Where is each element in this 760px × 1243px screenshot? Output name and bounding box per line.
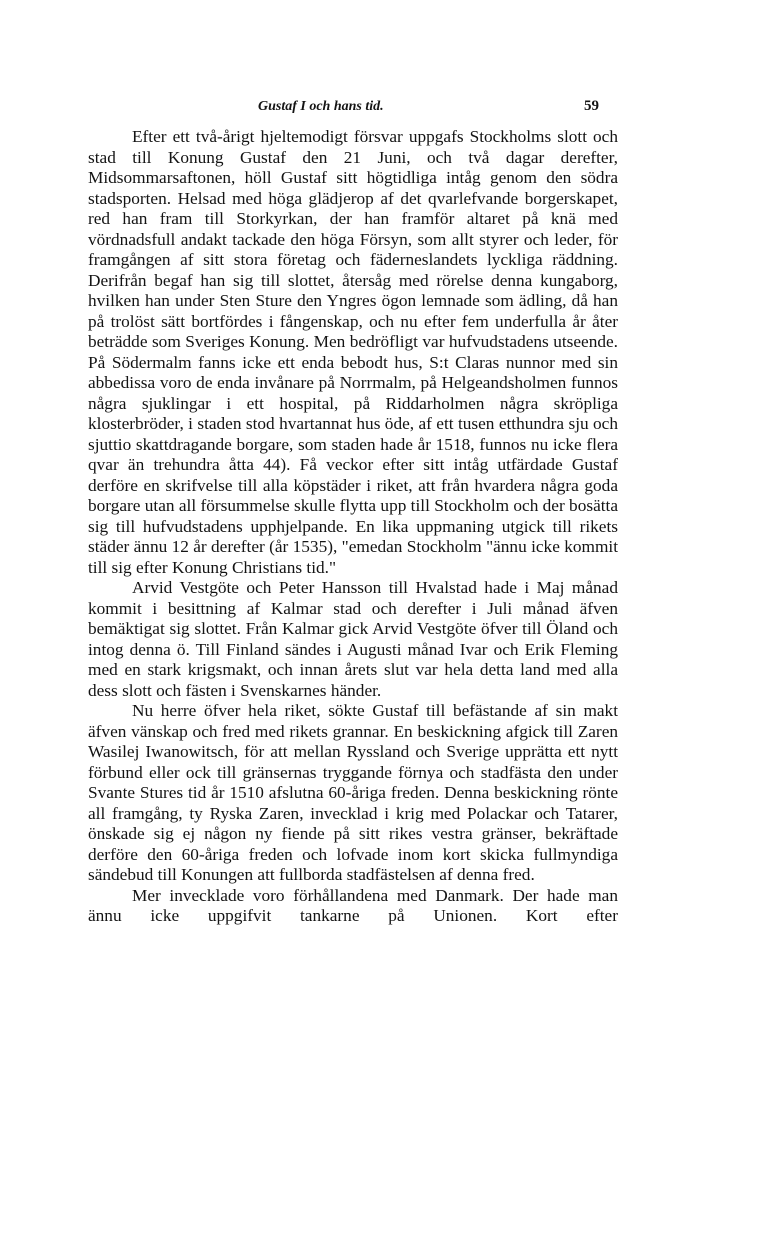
page-number: 59: [584, 98, 599, 114]
running-title: Gustaf I och hans tid.: [258, 99, 384, 114]
paragraph: Arvid Vestgöte och Peter Hansson till Hvalstad hade i Maj månad kommit i besittning af Kalmar stad och derefter i Juli månad äfven bemäktigat sig slottet. Från Kalmar gick Arvid Vestgöte öfver till Öland och intog denna ö. Till Finland sändes i Augusti månad Ivar och Erik Fleming med en stark krigsmakt, och innan årets slut var hela detta land med alla dess slott och fästen i Svenskarnes händer.: [88, 578, 618, 700]
paragraph: Mer invecklade voro förhållandena med Danmark. Der hade man ännu icke uppgifvit tankarne på Unionen. Kort efter: [88, 885, 618, 925]
paragraph: Efter ett två-årigt hjeltemodigt försvar uppgafs Stockholms slott och stad till Konung Gustaf den 21 Juni, och två dagar derefter, Midsommarsaftonen, höll Gustaf sitt högtidliga intåg genom den södra stadsporten. Helsad med höga glädjerop af det qvarlefvande borgerskapet, red han fram till Storkyrkan, der han framför altaret på knä med vördnadsfull andakt tackade den höga Försyn, som allt styrer och leder, för framgången af sitt stora företag och fäderneslandets lyckliga räddning. Derifrån begaf han sig till slottet, återsåg med rörelse denna kungaborg, hvilken han under Sten Sture den Yngres ögon lemnade som ädling, då han på trolöst sätt bortfördes i fångenskap, och nu efter fem underfulla år åter beträdde som Sveriges Konung. Men bedröfligt var hufvudstadens utseende. På Södermalm fanns icke ett enda bebodt hus, S:t Claras nunnor med sin abbedissa voro de enda invånare på Norrmalm, på Helgeandsholmen funnos några sjuklingar i ett hospital, på Riddarholmen några skröpliga klosterbröder, i staden stod hvartannat hus öde, af ett tusen etthundra sju och sjuttio skattdragande borgare, som staden hade år 1518, funnos nu icke flera qvar än trehundra åtta 44). Få veckor efter sitt intåg utfärdade Gustaf derföre en skrifvelse till alla köpstäder i riket, att från hvardera några goda borgare utan all försummelse skulle flytta upp till Stockholm och der bosätta sig till hufvudstadens upphjelpande. En lika uppmaning utgick till rikets städer ännu 12 år derefter (år 1535), "emedan Stockholm "ännu icke kommit till sig efter Konung Christians tid.": [88, 127, 619, 577]
paragraph: Nu herre öfver hela riket, sökte Gustaf till befästande af sin makt äfven vänskap och fred med rikets grannar. En beskickning afgick till Zaren Wasilej Iwanowitsch, för att mellan Ryssland och Sverige upprätta ett nytt förbund eller ock till gränsernas tryggande förnya och stadfästa den under Svante Stures tid år 1510 afslutna 60-åriga freden. Denna beskickning rönte all framgång, ty Ryska Zaren, invecklad i krig med Polackar och Tatarer, önskade sig ej någon ny fiende på sitt rikes vestra gränser, bekräftade derföre den 60-åriga freden och lofvade inom kort skicka fullmyndiga sändebud till Konungen att fullborda stadfästelsen af denna fred.: [88, 701, 618, 884]
body-text: [88, 127, 618, 927]
